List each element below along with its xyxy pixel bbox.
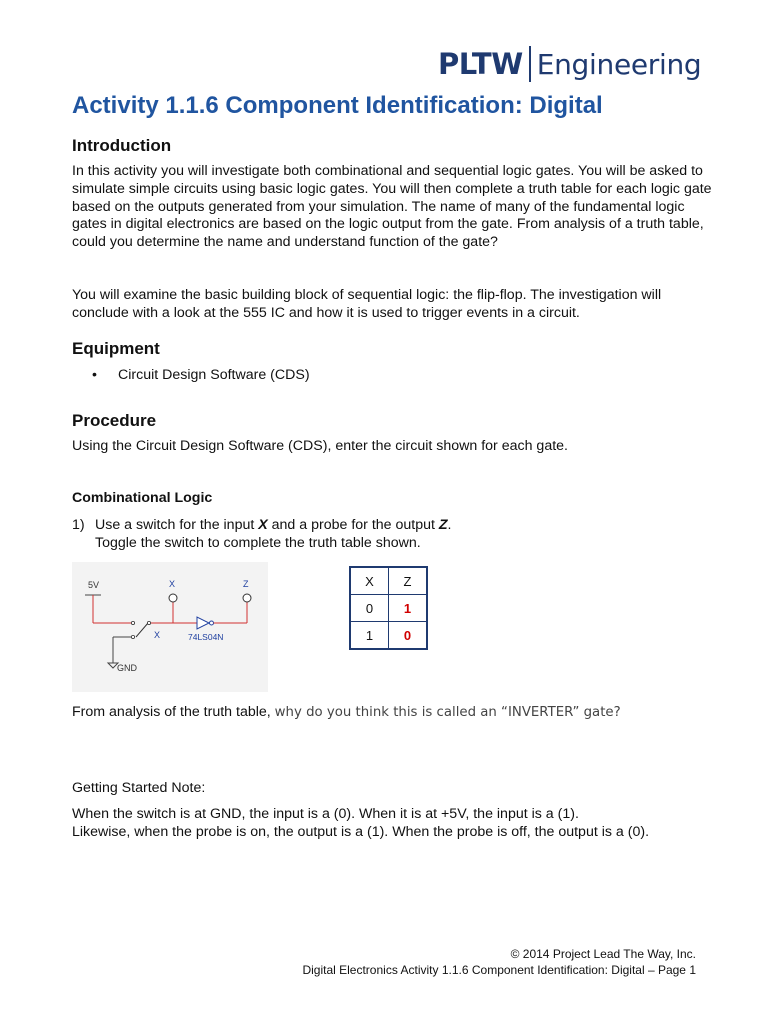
probe-x bbox=[169, 594, 177, 602]
step-var-x: X bbox=[258, 517, 268, 533]
note-line-1: When the switch is at GND, the input is a (0). When it is at +5V, the input is a (1). bbox=[72, 806, 579, 822]
table-row bbox=[350, 595, 427, 622]
page-title: Activity 1.1.6 Component Identification: Digital bbox=[72, 92, 603, 119]
procedure-text: Using the Circuit Design Software (CDS), enter the circuit shown for each gate. bbox=[72, 438, 568, 454]
switch-contact-top bbox=[131, 621, 134, 624]
footer-page-label: Digital Electronics Activity 1.1.6 Component Identification: Digital – Page 1 bbox=[302, 963, 696, 977]
truth-cell-output: 0 bbox=[389, 622, 428, 650]
truth-cell-input: 1 bbox=[350, 622, 389, 650]
step-1-body bbox=[95, 516, 452, 552]
switch-pivot bbox=[147, 621, 150, 624]
switch-blade bbox=[136, 623, 148, 637]
equipment-heading: Equipment bbox=[72, 339, 160, 358]
inverter-gate bbox=[197, 617, 209, 629]
introduction-heading: Introduction bbox=[72, 136, 172, 155]
equipment-list-item bbox=[92, 367, 310, 383]
step-text-b: and a probe for the output bbox=[267, 517, 439, 533]
switch-label: X bbox=[154, 630, 161, 640]
logo-engineering-text: Engineering bbox=[536, 47, 702, 81]
truth-header-x: X bbox=[350, 567, 389, 595]
switch-contact-bottom bbox=[131, 635, 134, 638]
introduction-paragraph-1: In this activity you will investigate both combinational and sequential logic gates. You will be asked to simulate simple circuits using basic logic gates. You will then complete a truth table for each logic gate based on the outputs generated from your simulation. The name of many of the fundamental logic gates in digital electronics are based on the logic output from the gate. From analysis of a truth table, could you determine the name and understand function of the gate? bbox=[72, 163, 712, 251]
chip-label: 74LS04N bbox=[188, 632, 224, 642]
logo-pltw-text: PLTW bbox=[438, 47, 523, 81]
introduction-paragraph-2: You will examine the basic building block of sequential logic: the flip-flop. The investigation will conclude with a look at the 555 IC and how it is used to trigger events in a circuit. bbox=[72, 287, 662, 321]
step-var-z: Z bbox=[438, 517, 448, 533]
probe-z-label: Z bbox=[243, 579, 249, 589]
note-title: Getting Started Note: bbox=[72, 780, 206, 796]
probe-x-label: X bbox=[169, 579, 176, 589]
question-prompt: why do you think this is called an “INVERTER” gate? bbox=[274, 705, 621, 720]
inverter-circuit-diagram bbox=[72, 562, 268, 692]
inverter-bubble bbox=[210, 621, 214, 625]
truth-cell-input: 0 bbox=[350, 595, 389, 622]
analysis-question bbox=[72, 704, 621, 720]
procedure-heading: Procedure bbox=[72, 411, 157, 430]
pltw-engineering-logo bbox=[438, 44, 701, 84]
step-text-line2: Toggle the switch to complete the truth table shown. bbox=[95, 535, 421, 551]
truth-table-header bbox=[350, 567, 427, 595]
note-line-2: Likewise, when the probe is on, the output is a (1). When the probe is off, the output is a (0). bbox=[72, 824, 650, 840]
step-number: 1) bbox=[72, 517, 85, 533]
truth-table bbox=[349, 566, 428, 650]
page-footer bbox=[302, 946, 696, 978]
combinational-logic-heading: Combinational Logic bbox=[72, 490, 213, 506]
step-text-c: . bbox=[447, 517, 452, 533]
equipment-item-label: Circuit Design Software (CDS) bbox=[118, 367, 310, 383]
footer-copyright: © 2014 Project Lead The Way, Inc. bbox=[510, 947, 696, 961]
bullet-icon: • bbox=[92, 367, 97, 383]
truth-header-z: Z bbox=[389, 567, 428, 595]
gnd-label: GND bbox=[117, 663, 137, 673]
getting-started-note bbox=[72, 805, 649, 841]
step-text-a: Use a switch for the input bbox=[95, 517, 259, 533]
logo-divider bbox=[529, 46, 531, 82]
vcc-label: 5V bbox=[88, 580, 100, 590]
table-row bbox=[350, 622, 427, 650]
truth-cell-output: 1 bbox=[389, 595, 428, 622]
probe-z bbox=[243, 594, 251, 602]
question-intro: From analysis of the truth table, bbox=[72, 704, 275, 720]
